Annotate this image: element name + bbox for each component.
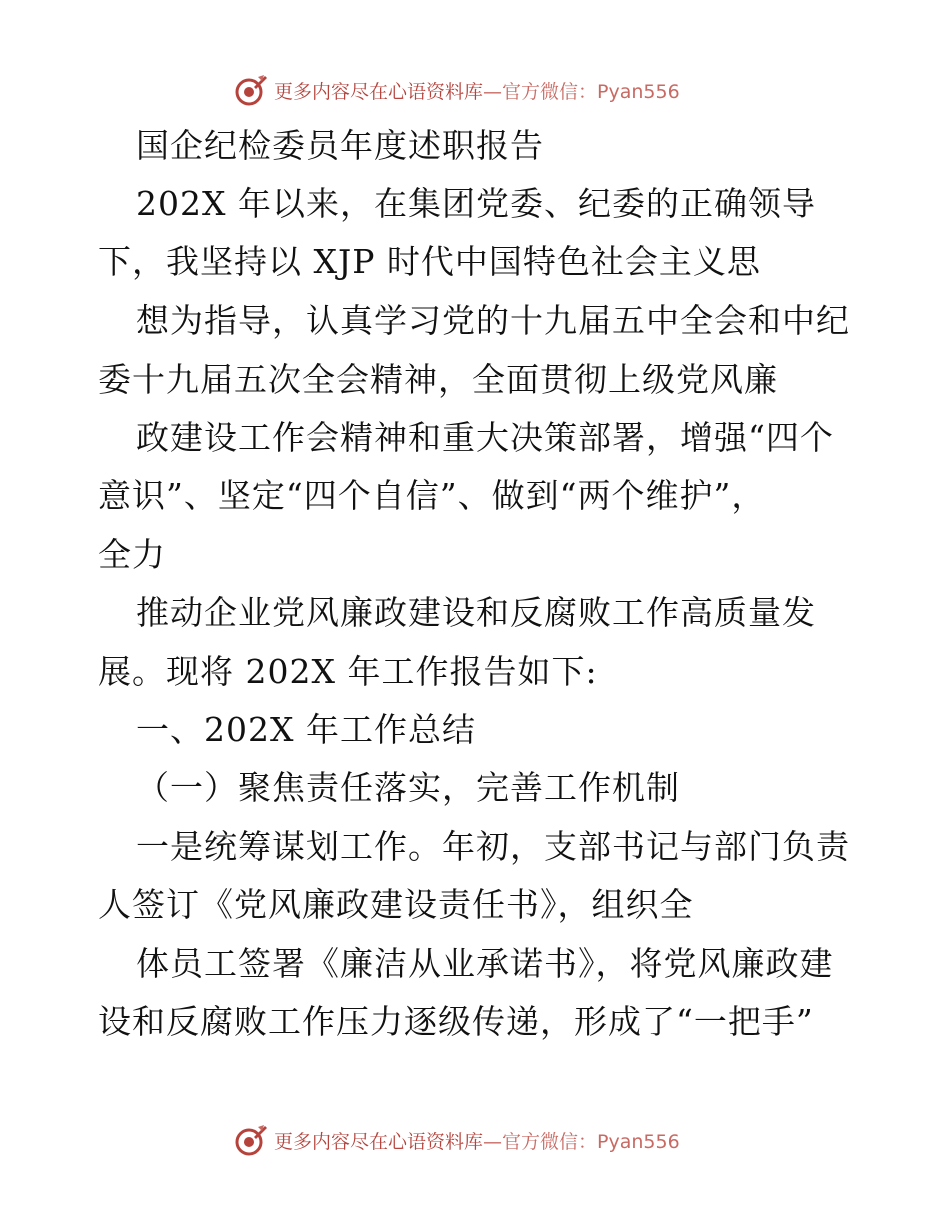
watermark-contact: —官方微信：Pyan556 — [483, 1130, 680, 1153]
watermark-footer — [234, 1122, 680, 1158]
paragraph-line: 推动企业党风廉政建设和反腐败工作高质量发 — [136, 593, 816, 632]
document-title: 国企纪检委员年度述职报告 — [136, 126, 544, 165]
paragraph-line: 委十九届五次全会精神，全面贯彻上级党风廉 — [98, 360, 778, 399]
paragraph-line: 意识”、坚定“四个自信”、做到“两个维护”， — [98, 476, 766, 515]
paragraph-line: 人签订《党风廉政建设责任书》，组织全 — [98, 885, 694, 924]
quill-logo-icon — [234, 1123, 268, 1157]
watermark-header — [234, 72, 680, 108]
paragraph-line: 一是统筹谋划工作。年初，支部书记与部门负责 — [136, 827, 850, 866]
watermark-contact: —官方微信：Pyan556 — [483, 80, 680, 103]
quill-logo-icon — [234, 73, 268, 107]
section-heading: 一、202X 年工作总结 — [136, 710, 476, 749]
paragraph-line: 想为指导，认真学习党的十九届五中全会和中纪 — [136, 301, 850, 340]
paragraph-line: 下，我坚持以 XJP 时代中国特色社会主义思 — [98, 242, 761, 281]
paragraph-line: 202X 年以来，在集团党委、纪委的正确领导 — [136, 184, 816, 223]
watermark-text — [274, 1127, 680, 1154]
paragraph-line: 全力 — [98, 535, 166, 574]
watermark-text — [274, 77, 680, 104]
subsection-heading: （一）聚焦责任落实，完善工作机制 — [136, 768, 680, 807]
watermark-brand: 更多内容尽在心语资料库 — [274, 1130, 484, 1153]
paragraph-line: 体员工签署《廉洁从业承诺书》，将党风廉政建 — [136, 944, 834, 983]
paragraph-line: 设和反腐败工作压力逐级传递，形成了“一把手” — [98, 1002, 814, 1041]
paragraph-line: 展。现将 202X 年工作报告如下: — [98, 652, 598, 691]
paragraph-line: 政建设工作会精神和重大决策部署，增强“四个 — [136, 418, 834, 457]
watermark-brand: 更多内容尽在心语资料库 — [274, 80, 484, 103]
